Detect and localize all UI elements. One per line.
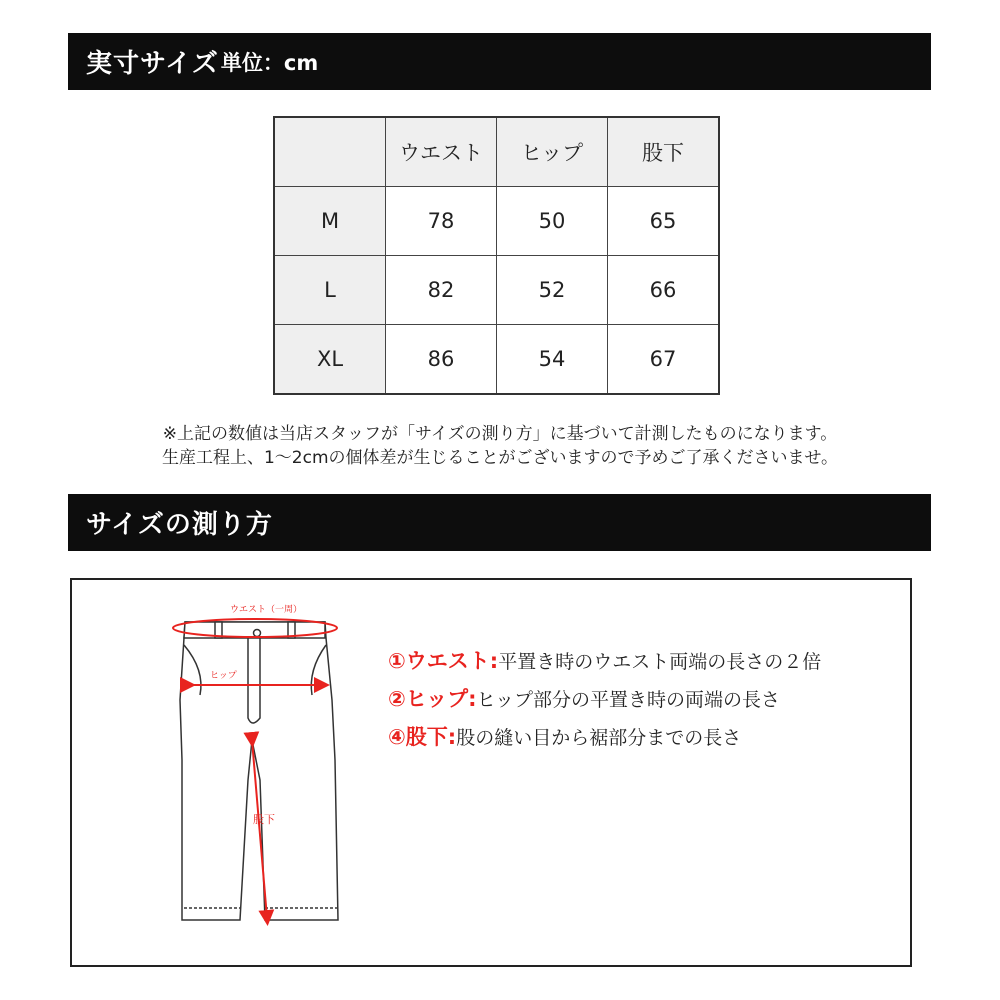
legend-hip [388, 683, 780, 713]
legend-waist-key: ①ウエスト: [388, 649, 499, 673]
measurement-note: ※上記の数値は当店スタッフが「サイズの測り方」に基づいて計測したものになります。 [162, 424, 838, 444]
legend-inseam [388, 721, 741, 751]
table-row [274, 256, 719, 325]
pants-diagram [160, 600, 360, 930]
size-label: L [274, 256, 386, 325]
how-to-measure-header-bar [68, 494, 931, 551]
table-row [274, 187, 719, 256]
pants-outline [180, 622, 338, 920]
inseam-value: 67 [608, 325, 720, 395]
legend-inseam-key: ④股下: [388, 725, 457, 749]
size-label: XL [274, 325, 386, 395]
size-header-title: 実寸サイズ [86, 49, 219, 79]
hip-value: 52 [497, 256, 608, 325]
hip-value: 54 [497, 325, 608, 395]
legend-inseam-desc: 股の縫い目から裾部分までの長さ [456, 727, 742, 749]
table-corner-cell [274, 117, 386, 187]
size-header-unit: 単位：cm [220, 50, 319, 75]
legend-waist-desc: 平置き時のウエスト両端の長さの２倍 [498, 651, 822, 673]
size-header-bar [68, 33, 931, 90]
hip-value: 50 [497, 187, 608, 256]
column-header-hip: ヒップ [497, 117, 608, 187]
tolerance-note: 生産工程上、1〜2cmの個体差が生じることがございますので予めご了承くださいませ。 [161, 448, 839, 468]
waist-label: ウエスト（一周） [230, 605, 303, 615]
legend-hip-key: ②ヒップ: [388, 687, 477, 711]
legend-hip-desc: ヒップ部分の平置き時の両端の長さ [476, 689, 780, 711]
legend-waist [388, 645, 821, 675]
table-header-row [274, 117, 719, 187]
how-to-measure-title: サイズの測り方 [86, 510, 273, 540]
waist-value: 82 [386, 256, 497, 325]
column-header-waist: ウエスト [386, 117, 497, 187]
hip-label: ヒップ [210, 671, 237, 681]
size-table [273, 116, 720, 395]
table-row [274, 325, 719, 395]
inseam-value: 65 [608, 187, 720, 256]
waist-value: 78 [386, 187, 497, 256]
inseam-value: 66 [608, 256, 720, 325]
inseam-label: 股下 [253, 813, 275, 826]
waist-value: 86 [386, 325, 497, 395]
size-label: M [274, 187, 386, 256]
column-header-inseam: 股下 [608, 117, 720, 187]
